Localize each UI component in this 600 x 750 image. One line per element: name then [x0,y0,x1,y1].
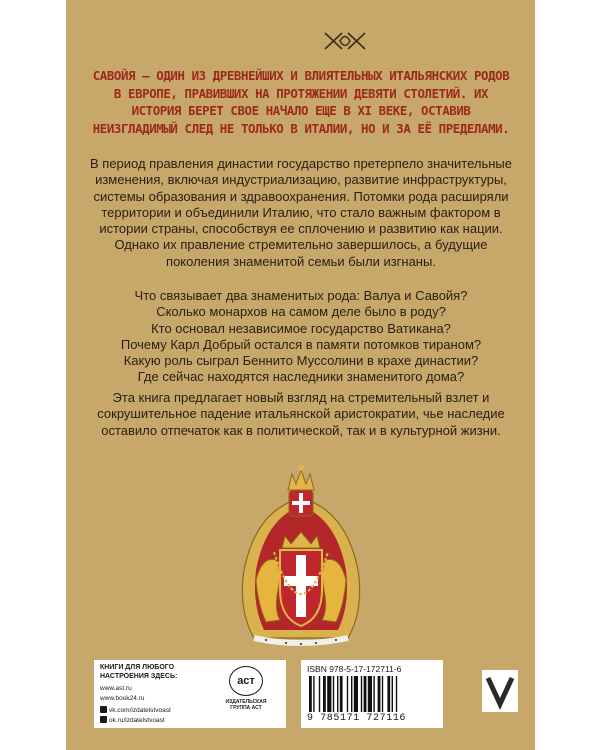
barcode-icon [309,676,435,712]
closing-paragraph: Эта книга предлагает новый взгляд на стремительный взлет и сокрушительное падение итальянской аристократии, чье наследие оставило отпечаток как в политической, так и в культурной жизни. [97,390,505,438]
shop-link-ok[interactable]: ok.ru/izdatelstvoast [100,716,165,724]
shop-links-box [94,660,286,728]
decorative-ornament-icon [322,30,368,52]
description-paragraph: В период правления династии государство претерпело значительные изменения, включая индустриализацию, развитие инфраструктуры, системы образования и здравоохранения. Потомки рода расширяли территории и объединили Италию, что стало важным фактором в истории страны, способствуя ее сплочению и развитию как нации. Однако их правление стремительно завершилось, а будущие поколения знаменитой семьи были изгнаны. [90,156,512,269]
question-item: Где сейчас находятся наследники знаменитого дома? [137,369,465,385]
question-item: Почему Карл Добрый остался в памяти потомков тираном? [120,336,482,352]
ok-icon [100,716,107,723]
shop-title: КНИГИ ДЛЯ ЛЮБОГО НАСТРОЕНИЯ ЗДЕСЬ: [100,664,178,680]
coat-of-arms-icon [236,460,366,650]
publisher-info [94,660,444,735]
question-item: Кто основал независимое государство Ватикана? [151,320,451,336]
shop-link[interactable]: www.ast.ru [100,685,132,692]
back-cover [66,0,535,750]
publisher-caption: ИЗДАТЕЛЬСКАЯ ГРУППА АСТ [225,699,267,711]
vk-icon [100,706,107,713]
barcode-number: 9 785171 727116 [307,713,407,724]
shop-link-vk[interactable]: vk.com/izdatelstvoast [100,706,171,714]
shop-link[interactable]: www.book24.ru [100,695,145,702]
intro-text: САВОЙЯ – ОДИН ИЗ ДРЕВНЕЙШИХ И ВЛИЯТЕЛЬНЫХ ИТАЛЬЯНСКИХ РОДОВ В ЕВРОПЕ, ПРАВИВШИХ НА ПРОТЯЖЕНИИ ДЕВЯТИ СТОЛЕТИЙ. ИХ ИСТОРИЯ БЕРЕТ СВОЕ НАЧАЛО ЕЩЕ В XI ВЕКЕ, ОСТАВИВ НЕИЗГЛАДИМЫЙ СЛЕД НЕ ТОЛЬКО В ИТАЛИИ, НО И ЗА ЕЁ ПРЕДЕЛАМИ. [92,68,510,136]
question-item: Сколько монархов на самом деле было в роду? [156,304,446,320]
question-item: Какую роль сыграл Беннито Муссолини в крахе династии? [123,353,479,369]
ast-logo-mark: аст [229,666,263,696]
barcode-box [301,660,443,728]
question-item: Что связывает два знаменитых рода: Валуа и Савойя? [134,288,468,303]
questions-list [86,288,516,386]
publisher-v-logo-icon [482,670,518,712]
isbn-label: ISBN 978-5-17-172711-6 [307,664,402,674]
publisher-logo [218,666,274,722]
